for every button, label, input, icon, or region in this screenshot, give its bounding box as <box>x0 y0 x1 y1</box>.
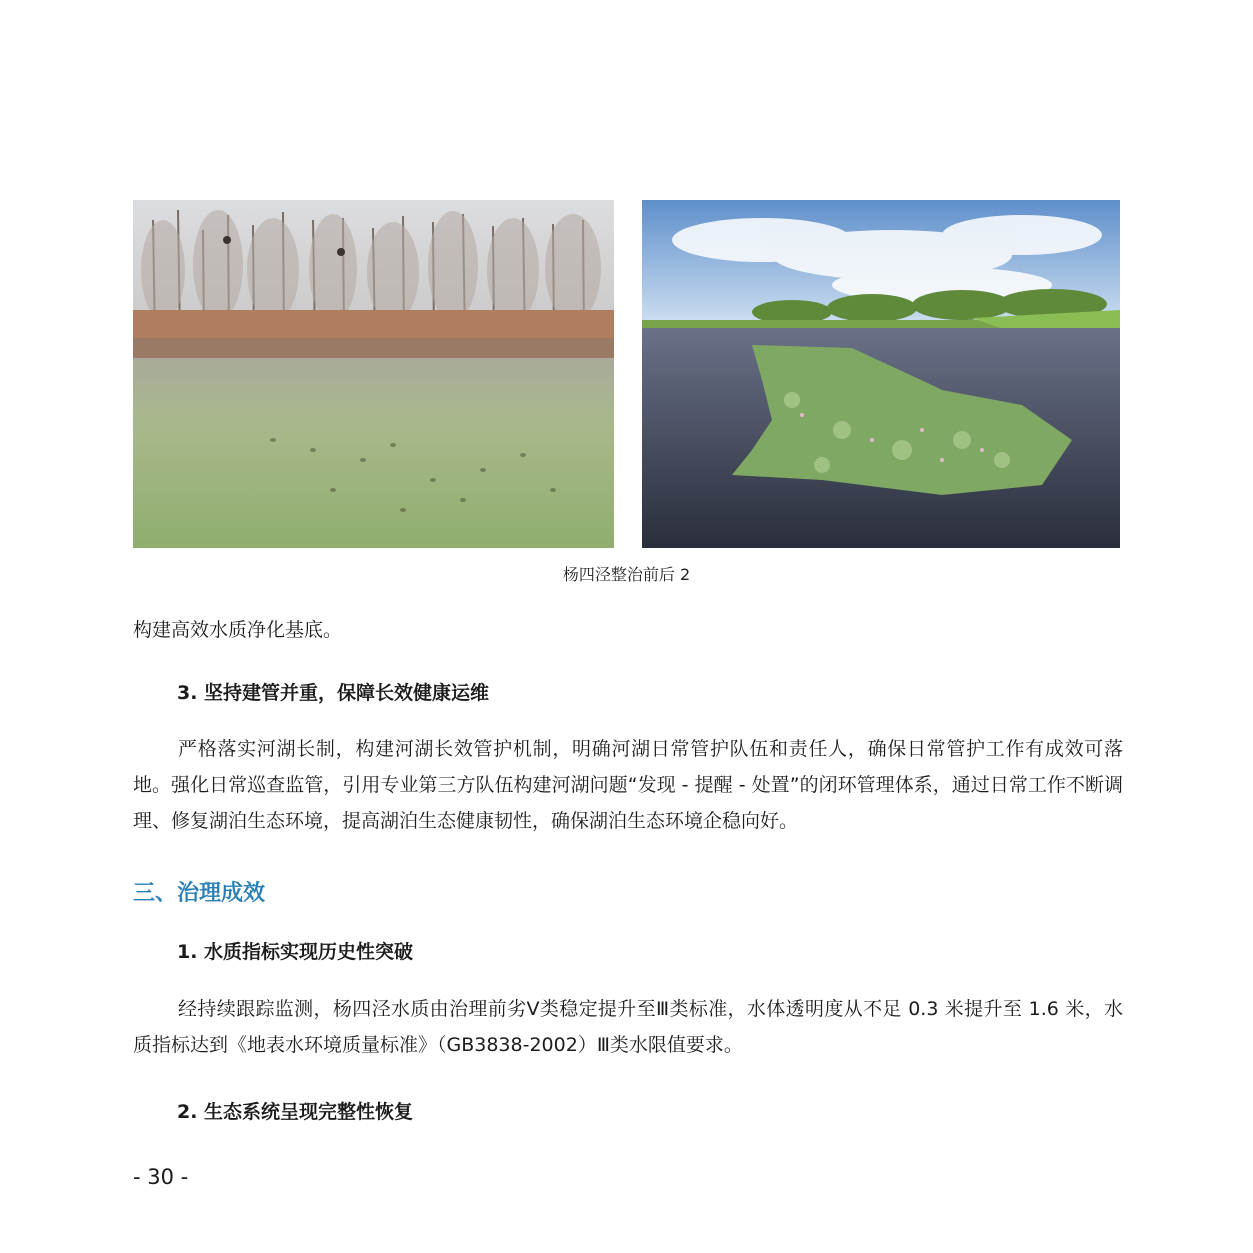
section-heading: 三、治理成效 <box>133 881 266 906</box>
figure-caption: 杨四泾整治前后 2 <box>562 565 691 584</box>
photo-after-treatment <box>642 200 1120 548</box>
paragraph-maintenance: 严格落实河湖长制，构建河湖长效管护机制，明确河湖日常管护队伍和责任人，确保日常管护工作有成效可落地。强化日常巡查监管，引用专业第三方队伍构建河湖问题“发现 - 提醒 - 处置”的闭环管理体系，通过日常工作不断调理、修复湖泊生态环境，提高湖泊生态健康韧性，确保湖泊生态环境企稳向好。 <box>133 738 1123 832</box>
subheading-2: 2. 生态系统呈现完整性恢复 <box>177 1101 414 1123</box>
page-number: - 30 - <box>133 1165 189 1189</box>
paragraph-water-quality: 经持续跟踪监测，杨四泾水质由治理前劣Ⅴ类稳定提升至Ⅲ类标准，水体透明度从不足 0.3 米提升至 1.6 米，水质指标达到《地表水环境质量标准》（GB3838-2002）Ⅲ类水限值要求。 <box>133 998 1123 1056</box>
subheading-3: 3. 坚持建管并重，保障长效健康运维 <box>177 682 490 704</box>
lake-before-photo <box>133 200 614 548</box>
paragraph-continuation: 构建高效水质净化基底。 <box>133 619 343 641</box>
photo-before-treatment <box>133 200 614 548</box>
lake-after-photo <box>642 200 1120 548</box>
subheading-1: 1. 水质指标实现历史性突破 <box>177 941 414 963</box>
